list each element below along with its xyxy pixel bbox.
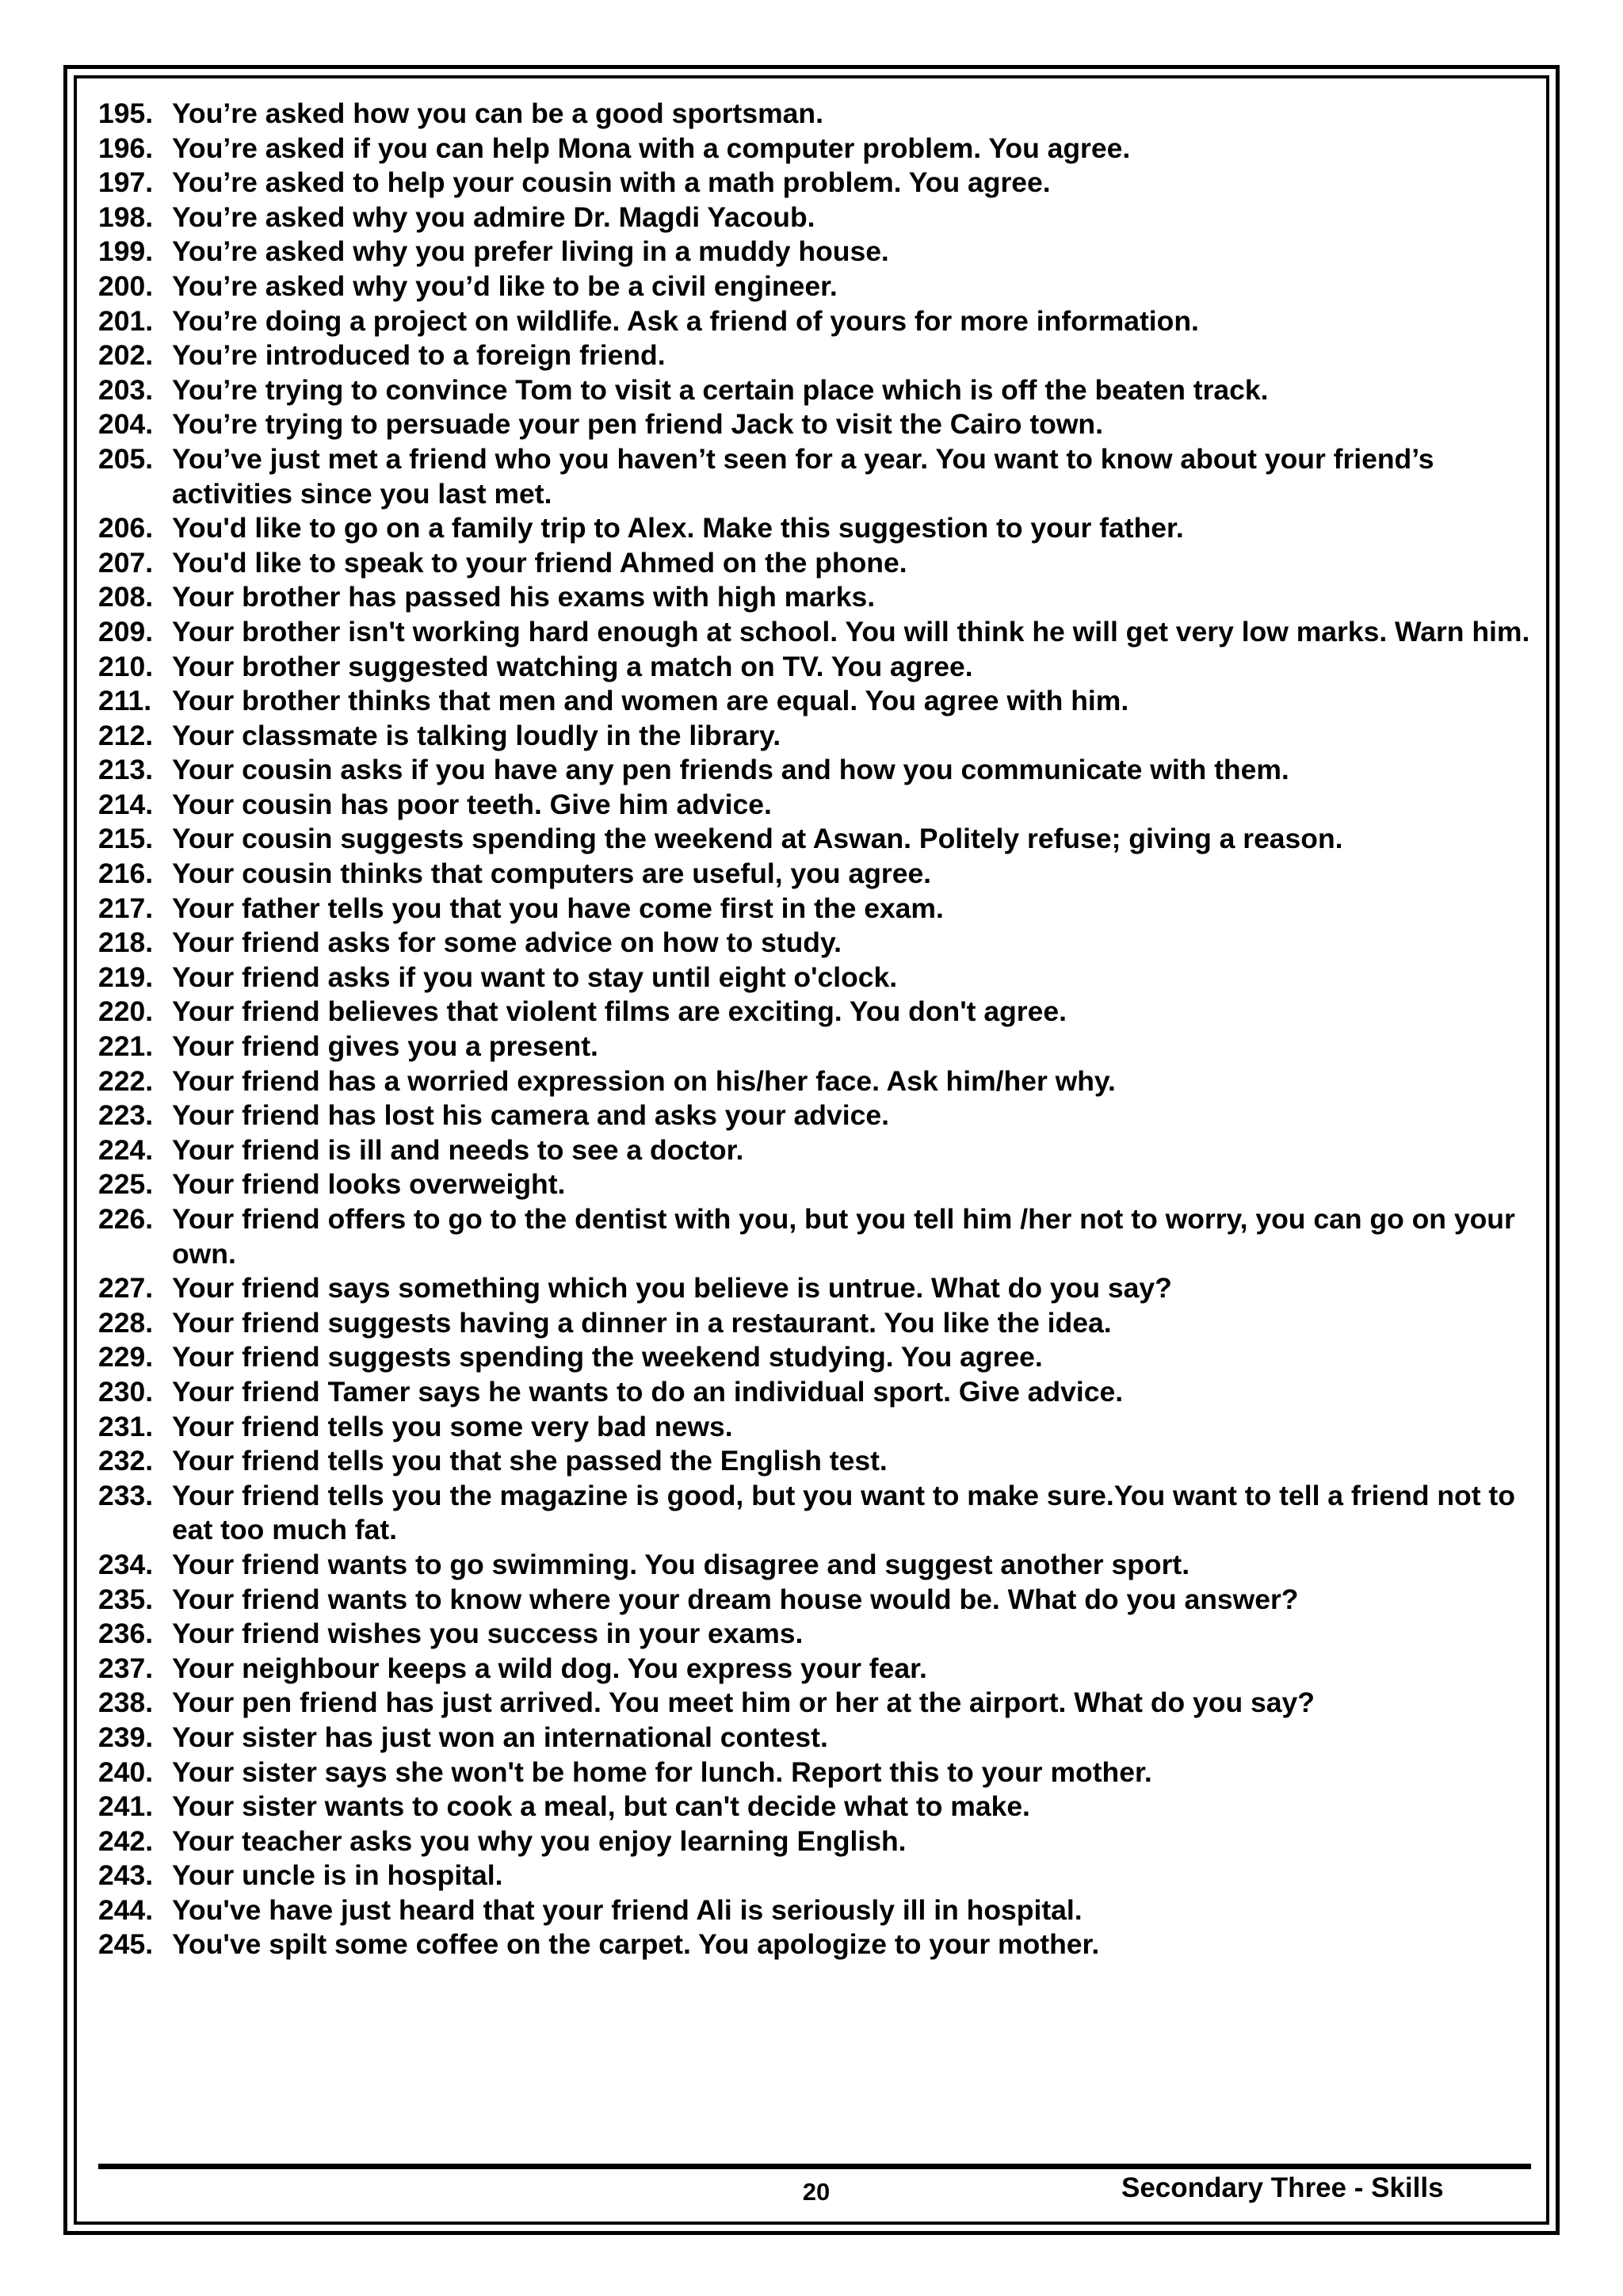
list-item (98, 1444, 1541, 1479)
item-number: 197. (98, 166, 154, 199)
item-number: 230. (98, 1375, 154, 1408)
item-number: 218. (98, 926, 154, 959)
list-item (98, 961, 1541, 995)
item-number: 217. (98, 892, 154, 924)
item-number: 231. (98, 1410, 154, 1442)
situation-list (98, 97, 1541, 1962)
list-item (98, 235, 1541, 269)
list-item (98, 1133, 1541, 1168)
item-number: 223. (98, 1099, 154, 1132)
item-text: Your friend has lost his camera and asks your advice. (172, 1099, 889, 1132)
list-item (98, 1306, 1541, 1341)
item-text: You've spilt some coffee on the carpet. You apologize to your mother. (172, 1928, 1100, 1961)
list-item (98, 580, 1541, 615)
item-text: Your friend wishes you success in your exams. (172, 1618, 804, 1650)
item-text: Your brother thinks that men and women are equal. You agree with him. (172, 685, 1129, 717)
item-number: 236. (98, 1618, 154, 1650)
item-text: You'd like to speak to your friend Ahmed on the phone. (172, 546, 907, 579)
item-text: Your neighbour keeps a wild dog. You express your fear. (172, 1652, 927, 1684)
item-text: Your friend says something which you believe is untrue. What do you say? (172, 1272, 1172, 1305)
list-item (98, 1652, 1541, 1687)
item-number: 227. (98, 1272, 154, 1305)
footer-divider (98, 2164, 1531, 2169)
item-number: 200. (98, 269, 154, 302)
list-item (98, 1859, 1541, 1893)
list-item (98, 1098, 1541, 1133)
item-number: 234. (98, 1548, 154, 1580)
item-number: 239. (98, 1721, 154, 1753)
item-number: 237. (98, 1652, 154, 1684)
item-text: Your cousin has poor teeth. Give him advice. (172, 788, 772, 820)
item-text: You’re doing a project on wildlife. Ask a friend of yours for more information. (172, 304, 1199, 337)
item-text: Your sister has just won an international contest. (172, 1721, 828, 1753)
item-text: Your friend has a worried expression on his/her face. Ask him/her why. (172, 1064, 1116, 1097)
item-text: Your friend believes that violent films are exciting. You don't agree. (172, 995, 1067, 1028)
item-number: 216. (98, 858, 154, 890)
list-item (98, 407, 1541, 442)
list-item (98, 546, 1541, 581)
item-number: 238. (98, 1687, 154, 1719)
item-text: Your friend suggests spending the weekend studying. You agree. (172, 1341, 1043, 1373)
page-content (98, 97, 1541, 1962)
item-text: Your father tells you that you have come first in the exam. (172, 892, 944, 924)
item-text: You’re introduced to a foreign friend. (172, 339, 666, 372)
item-number: 214. (98, 788, 154, 820)
list-item (98, 304, 1541, 339)
item-number: 198. (98, 201, 154, 233)
item-number: 205. (98, 442, 154, 475)
list-item (98, 201, 1541, 235)
item-text: Your cousin suggests spending the weekend at Aswan. Politely refuse; giving a reason. (172, 823, 1343, 855)
item-text: Your friend Tamer says he wants to do an individual sport. Give advice. (172, 1375, 1124, 1408)
item-text: Your cousin asks if you have any pen friends and how you communicate with them. (172, 754, 1289, 786)
item-number: 195. (98, 97, 154, 129)
item-number: 240. (98, 1755, 154, 1788)
list-item (98, 166, 1541, 201)
item-text: You'd like to go on a family trip to Alex. Make this suggestion to your father. (172, 512, 1184, 544)
page-number: 20 (802, 2178, 831, 2206)
item-text: Your friend asks for some advice on how to study. (172, 926, 842, 959)
item-number: 241. (98, 1790, 154, 1823)
item-number: 245. (98, 1928, 154, 1961)
list-item (98, 1410, 1541, 1445)
item-text: Your friend gives you a present. (172, 1030, 598, 1063)
item-number: 232. (98, 1445, 154, 1477)
list-item (98, 442, 1541, 511)
item-number: 228. (98, 1306, 154, 1339)
item-text: Your friend suggests having a dinner in a restaurant. You like the idea. (172, 1306, 1112, 1339)
item-text: Your friend offers to go to the dentist with you, but you tell him /her not to worry, you can go on your own. (172, 1203, 1515, 1270)
list-item (98, 1755, 1541, 1790)
list-item (98, 338, 1541, 373)
list-item (98, 1167, 1541, 1202)
list-item (98, 1721, 1541, 1755)
list-item (98, 1548, 1541, 1583)
item-number: 235. (98, 1583, 154, 1615)
footer-title: Secondary Three - Skills (1121, 2172, 1444, 2203)
item-text: You’re asked how you can be a good sportsman. (172, 97, 823, 129)
item-text: Your friend tells you that she passed the English test. (172, 1445, 888, 1477)
item-text: Your classmate is talking loudly in the library. (172, 719, 781, 751)
item-text: Your friend tells you some very bad news. (172, 1410, 733, 1442)
item-text: You’ve just met a friend who you haven’t seen for a year. You want to know about your friend’s activities since you last met. (172, 442, 1434, 510)
item-text: Your brother suggested watching a match on TV. You agree. (172, 650, 973, 682)
item-number: 215. (98, 823, 154, 855)
item-number: 211. (98, 685, 152, 717)
list-item (98, 615, 1541, 650)
item-text: You’re trying to persuade your pen friend Jack to visit the Cairo town. (172, 408, 1103, 441)
item-text: Your friend is ill and needs to see a doctor. (172, 1133, 744, 1166)
list-item (98, 926, 1541, 961)
list-item (98, 822, 1541, 857)
list-item (98, 1064, 1541, 1099)
list-item (98, 1583, 1541, 1618)
list-item (98, 1824, 1541, 1859)
list-item (98, 719, 1541, 754)
item-number: 206. (98, 512, 154, 544)
list-item (98, 373, 1541, 408)
item-text: Your friend wants to know where your dream house would be. What do you answer? (172, 1583, 1299, 1615)
list-item (98, 1790, 1541, 1824)
item-number: 221. (98, 1030, 154, 1063)
item-number: 212. (98, 719, 154, 751)
list-item (98, 1893, 1541, 1928)
list-item (98, 1617, 1541, 1652)
item-number: 222. (98, 1064, 154, 1097)
item-text: Your cousin thinks that computers are useful, you agree. (172, 858, 932, 890)
list-item (98, 1375, 1541, 1410)
item-number: 202. (98, 339, 154, 372)
item-number: 210. (98, 650, 154, 682)
list-item (98, 1202, 1541, 1271)
list-item (98, 1030, 1541, 1064)
item-number: 196. (98, 132, 154, 164)
item-number: 244. (98, 1893, 154, 1926)
list-item (98, 892, 1541, 926)
list-item (98, 1686, 1541, 1721)
item-number: 213. (98, 754, 154, 786)
item-text: You’re asked why you prefer living in a muddy house. (172, 235, 889, 268)
item-text: Your friend wants to go swimming. You disagree and suggest another sport. (172, 1548, 1190, 1580)
list-item (98, 1271, 1541, 1306)
list-item (98, 132, 1541, 166)
item-text: Your brother has passed his exams with high marks. (172, 581, 876, 613)
list-item (98, 753, 1541, 788)
list-item (98, 97, 1541, 132)
item-number: 199. (98, 235, 154, 268)
item-number: 204. (98, 408, 154, 441)
item-number: 229. (98, 1341, 154, 1373)
item-number: 224. (98, 1133, 154, 1166)
list-item (98, 857, 1541, 892)
item-text: Your teacher asks you why you enjoy learning English. (172, 1824, 907, 1857)
list-item (98, 788, 1541, 823)
item-number: 225. (98, 1168, 154, 1201)
item-text: Your pen friend has just arrived. You meet him or her at the airport. What do you say? (172, 1687, 1315, 1719)
item-number: 220. (98, 995, 154, 1028)
item-text: Your sister wants to cook a meal, but can't decide what to make. (172, 1790, 1030, 1823)
list-item (98, 684, 1541, 719)
item-number: 203. (98, 373, 154, 406)
item-text: Your friend asks if you want to stay until eight o'clock. (172, 961, 898, 993)
item-text: You’re asked if you can help Mona with a computer problem. You agree. (172, 132, 1131, 164)
list-item (98, 1927, 1541, 1962)
list-item (98, 1479, 1541, 1548)
item-number: 242. (98, 1824, 154, 1857)
item-number: 208. (98, 581, 154, 613)
item-text: Your friend tells you the magazine is good, but you want to make sure.You want to tell a friend not to eat too much fat. (172, 1479, 1515, 1546)
list-item (98, 995, 1541, 1030)
item-number: 201. (98, 304, 154, 337)
item-text: You've have just heard that your friend Ali is seriously ill in hospital. (172, 1893, 1083, 1926)
item-number: 226. (98, 1203, 154, 1235)
list-item (98, 650, 1541, 685)
item-text: You’re asked why you admire Dr. Magdi Yacoub. (172, 201, 815, 233)
list-item (98, 269, 1541, 304)
item-number: 207. (98, 546, 154, 579)
list-item (98, 1340, 1541, 1375)
item-text: Your brother isn't working hard enough at school. You will think he will get very low marks. Warn him. (172, 615, 1530, 648)
item-text: You’re asked why you’d like to be a civil engineer. (172, 269, 838, 302)
item-text: Your sister says she won't be home for lunch. Report this to your mother. (172, 1755, 1152, 1788)
list-item (98, 511, 1541, 546)
item-number: 219. (98, 961, 154, 993)
item-number: 233. (98, 1479, 154, 1511)
item-text: You’re asked to help your cousin with a math problem. You agree. (172, 166, 1051, 199)
item-text: Your friend looks overweight. (172, 1168, 566, 1201)
item-text: You’re trying to convince Tom to visit a certain place which is off the beaten track. (172, 373, 1269, 406)
item-number: 243. (98, 1859, 154, 1892)
item-number: 209. (98, 615, 154, 648)
item-text: Your uncle is in hospital. (172, 1859, 503, 1892)
